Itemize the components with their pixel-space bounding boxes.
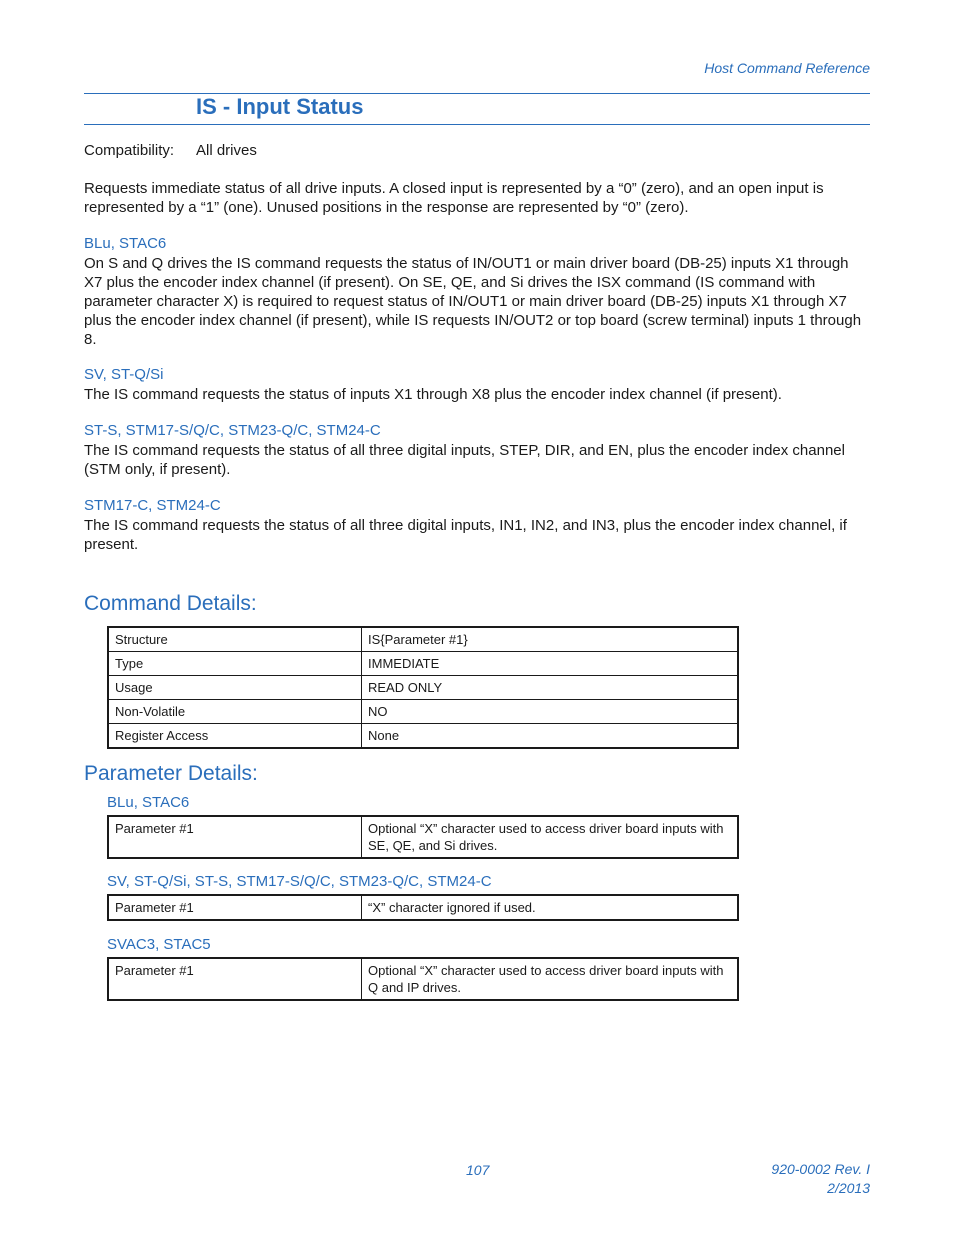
parameter-group-heading: SVAC3, STAC5 [107,936,211,953]
table-value: READ ONLY [362,676,739,700]
table-row [108,652,738,676]
running-header: Host Command Reference [704,60,870,76]
parameter-group-heading: BLu, STAC6 [107,794,190,811]
parameter-table [107,957,739,1001]
section-heading: ST-S, STM17-S/Q/C, STM23-Q/C, STM24-C [84,422,381,439]
section-text: The IS command requests the status of all three digital inputs, IN1, IN2, and IN3, plus the encoder index channel, if present. [84,517,847,553]
table-value: Optional “X” character used to access driver board inputs with SE, QE, and Si drives. [362,816,739,858]
table-row [108,958,738,1000]
table-key: Register Access [108,724,362,749]
table-value: IMMEDIATE [362,652,739,676]
intro-paragraph: Requests immediate status of all drive inputs. A closed input is represented by a “0” (zero), and an open input is represented by a “1” (one). Unused positions in the response are represented by “0” (zero). [84,180,824,216]
table-value: IS{Parameter #1} [362,627,739,652]
table-row [108,816,738,858]
table-key: Structure [108,627,362,652]
document-revision [771,1160,870,1198]
command-details-heading: Command Details: [84,592,257,615]
parameter-table [107,894,739,921]
table-row [108,724,738,749]
title-bottom-rule [84,124,870,125]
table-value: “X” character ignored if used. [362,895,739,920]
page-title: IS - Input Status [196,94,364,119]
command-details-table [107,626,739,749]
table-key: Type [108,652,362,676]
table-key: Parameter #1 [108,816,362,858]
table-value: None [362,724,739,749]
document-number: 920-0002 Rev. I [771,1161,870,1177]
document-date: 2/2013 [827,1180,870,1196]
table-value: Optional “X” character used to access driver board inputs with Q and IP drives. [362,958,739,1000]
section-heading: BLu, STAC6 [84,235,167,252]
parameter-details-heading: Parameter Details: [84,762,258,785]
table-value: NO [362,700,739,724]
section-text: The IS command requests the status of inputs X1 through X8 plus the encoder index channel (if present). [84,386,782,403]
section-heading: STM17-C, STM24-C [84,497,221,514]
section-text: On S and Q drives the IS command requests the status of IN/OUT1 or main driver board (DB-25) inputs X1 through X7 plus the encoder index channel (if present). On SE, QE, and Si drives the ISX command (IS command with parameter character X) is required to request status of IN/OUT1 or main driver board (DB-25) inputs X1 through X7 plus the encoder index channel (if present), while IS requests IN/OUT2 or top board (screw terminal) inputs 1 through 8. [84,255,862,348]
table-row [108,895,738,920]
table-row [108,700,738,724]
compatibility-value: All drives [196,142,257,159]
table-row [108,676,738,700]
table-key: Parameter #1 [108,958,362,1000]
compatibility-label: Compatibility: [84,142,175,159]
table-row [108,627,738,652]
table-key: Usage [108,676,362,700]
section-heading: SV, ST-Q/Si [84,366,164,383]
parameter-group-heading: SV, ST-Q/Si, ST-S, STM17-S/Q/C, STM23-Q/C, STM24-C [107,873,492,890]
page-number: 107 [466,1162,490,1178]
table-key: Non-Volatile [108,700,362,724]
parameter-table [107,815,739,859]
compatibility [84,142,257,159]
section-text: The IS command requests the status of all three digital inputs, STEP, DIR, and EN, plus the encoder index channel (STM only, if present). [84,442,845,478]
table-key: Parameter #1 [108,895,362,920]
